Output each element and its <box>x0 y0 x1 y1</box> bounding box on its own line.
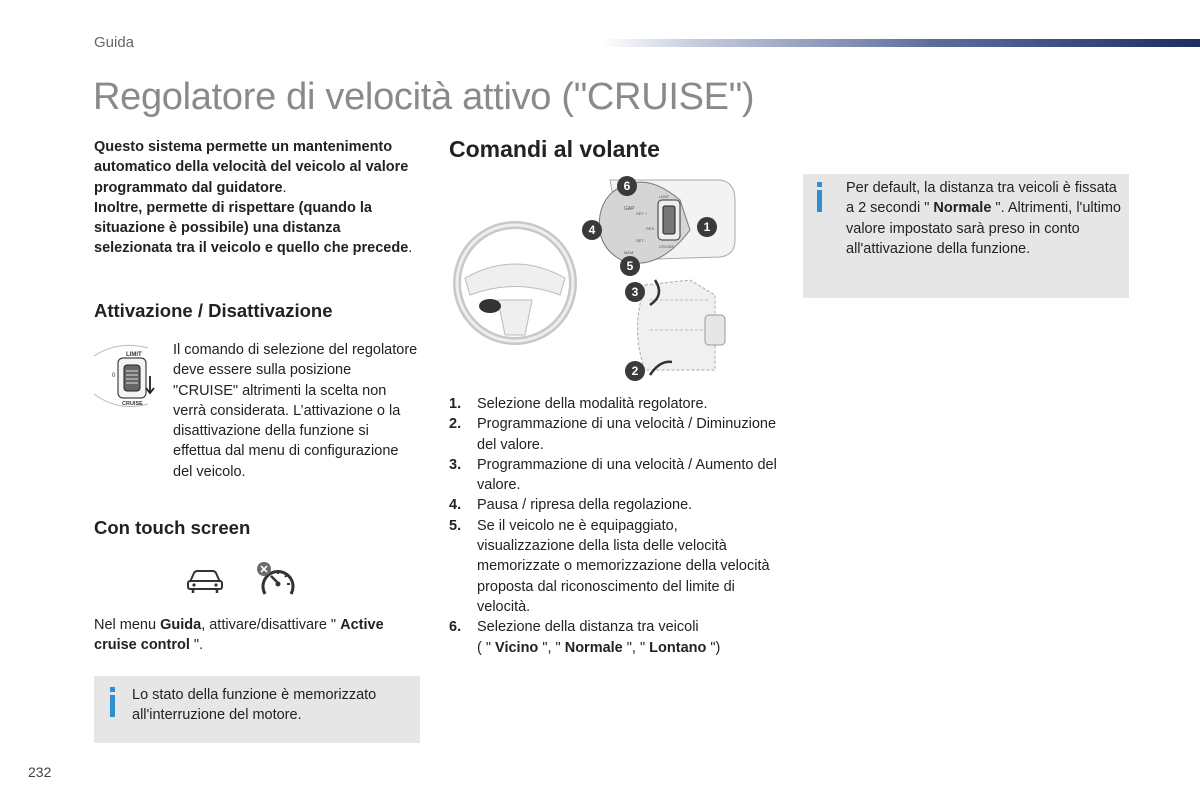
res-label: RES <box>646 226 655 231</box>
activation-text: Il comando di selezione del regolatore deve essere sulla posizione "CRUISE" altrimenti la scelta non verrà considerata. L’attivazione o la disattivazione della funzione si effettua dal menu di configurazione del veicolo. <box>173 342 418 480</box>
intro-period-1: . <box>282 179 287 196</box>
mem-label: MEM <box>624 250 634 255</box>
list-item <box>449 455 779 496</box>
callout-2: 2 <box>631 364 639 378</box>
function-name: Active cruise control <box>94 617 384 654</box>
step-number: 2. <box>449 416 462 433</box>
step-number: 1. <box>449 396 462 412</box>
step-text: Selezione della distanza tra veicoli <box>477 619 699 636</box>
step6-sep1: ", " <box>538 639 565 656</box>
selector-switch-illustration <box>88 338 168 412</box>
callout-5: 5 <box>626 259 634 273</box>
step-number: 3. <box>449 456 462 473</box>
activation-heading: Attivazione / Disattivazione <box>94 300 333 321</box>
intro-paragraph <box>94 137 414 259</box>
step-text: Programmazione di una velocità / Aumento del valore. <box>477 456 777 494</box>
list-item <box>449 414 779 455</box>
step6-open: ( " <box>477 639 496 656</box>
touch-text-middle: , attivare/disattivare " <box>201 617 341 633</box>
stalk-drawing <box>599 180 735 375</box>
car-icon <box>185 566 225 596</box>
callout-4: 4 <box>588 223 596 237</box>
info-icon <box>110 695 115 717</box>
intro-bold-2: Inoltre, permette di rispettare (quando la situazione è possibile) una distanza selezionata tra il veicolo e quello che precede <box>94 199 409 257</box>
touch-text-prefix: Nel menu <box>94 617 161 633</box>
controls-heading: Comandi al volante <box>449 136 660 162</box>
list-item <box>449 394 779 414</box>
intro-bold-1: Questo sistema permette un mantenimento automatico della velocità del veicolo al valore programmato dal guidatore <box>94 139 409 196</box>
controls-steps-list <box>449 394 779 658</box>
list-item <box>449 617 779 658</box>
callout-3: 3 <box>631 285 639 299</box>
menu-name: Guida <box>160 617 202 633</box>
set-minus-label: SET - <box>636 238 647 243</box>
step6-close: ") <box>706 639 721 656</box>
info-box-memory <box>94 676 420 743</box>
info-icon <box>817 190 822 212</box>
step-number: 4. <box>449 497 462 514</box>
callout-6: 6 <box>623 179 631 193</box>
option-vicino: Vicino <box>495 639 539 656</box>
page-number: 232 <box>28 764 52 780</box>
list-item <box>449 516 779 617</box>
gap-label: GAP <box>624 206 635 212</box>
info-box-distance <box>803 174 1129 298</box>
callout-1: 1 <box>703 220 711 234</box>
touch-screen-text <box>94 615 414 656</box>
cruise-stalk-label: CRUISE <box>659 244 675 249</box>
step-number: 6. <box>449 619 462 636</box>
info-distance-prefix: Per default, la distanza tra veicoli è fissata a 2 secondi " <box>846 180 1117 217</box>
step-number: 5. <box>449 517 462 534</box>
steering-wheel-controls-illustration <box>450 170 790 385</box>
step-text: Se il veicolo ne è equipaggiato, visualizzazione della lista delle velocità memorizzate o memorizzazione della velocità proposta dal riconoscimento del limite di velocità. <box>477 517 770 615</box>
info-distance-text <box>846 178 1121 259</box>
step6-sep2: ", " <box>622 639 650 656</box>
touch-screen-heading: Con touch screen <box>94 517 251 538</box>
cruise-label: CRUISE <box>122 401 143 407</box>
page-title: Regolatore di velocità attivo ("CRUISE") <box>93 76 755 118</box>
intro-period-2: . <box>408 240 413 257</box>
info-distance-suffix: ". Altrimenti, l'ultimo valore impostato sarà preso in conto all'attivazione della funzione. <box>846 200 1121 257</box>
limit-label: LIMIT <box>126 352 142 358</box>
cruise-gauge-icon <box>255 560 299 600</box>
option-normale: Normale <box>564 639 623 656</box>
limit-stalk-label: LIMIT <box>659 194 670 199</box>
header-decoration-bar <box>600 39 1200 47</box>
section-label: Guida <box>94 34 135 51</box>
step-text: Pausa / ripresa della regolazione. <box>477 497 693 514</box>
info-distance-bold: Normale <box>933 200 992 217</box>
option-lontano: Lontano <box>649 639 707 656</box>
touch-text-suffix: ". <box>189 637 204 654</box>
step-text: Programmazione di una velocità / Diminuzione del valore. <box>477 416 777 453</box>
zero-label: 0 <box>112 373 116 379</box>
info-memory-text: Lo stato della funzione è memorizzato all'interruzione del motore. <box>132 687 377 724</box>
step-text: Selezione della modalità regolatore. <box>477 396 708 412</box>
list-item <box>449 495 779 515</box>
steering-wheel-drawing <box>457 225 573 341</box>
set-plus-label: SET + <box>636 211 648 216</box>
